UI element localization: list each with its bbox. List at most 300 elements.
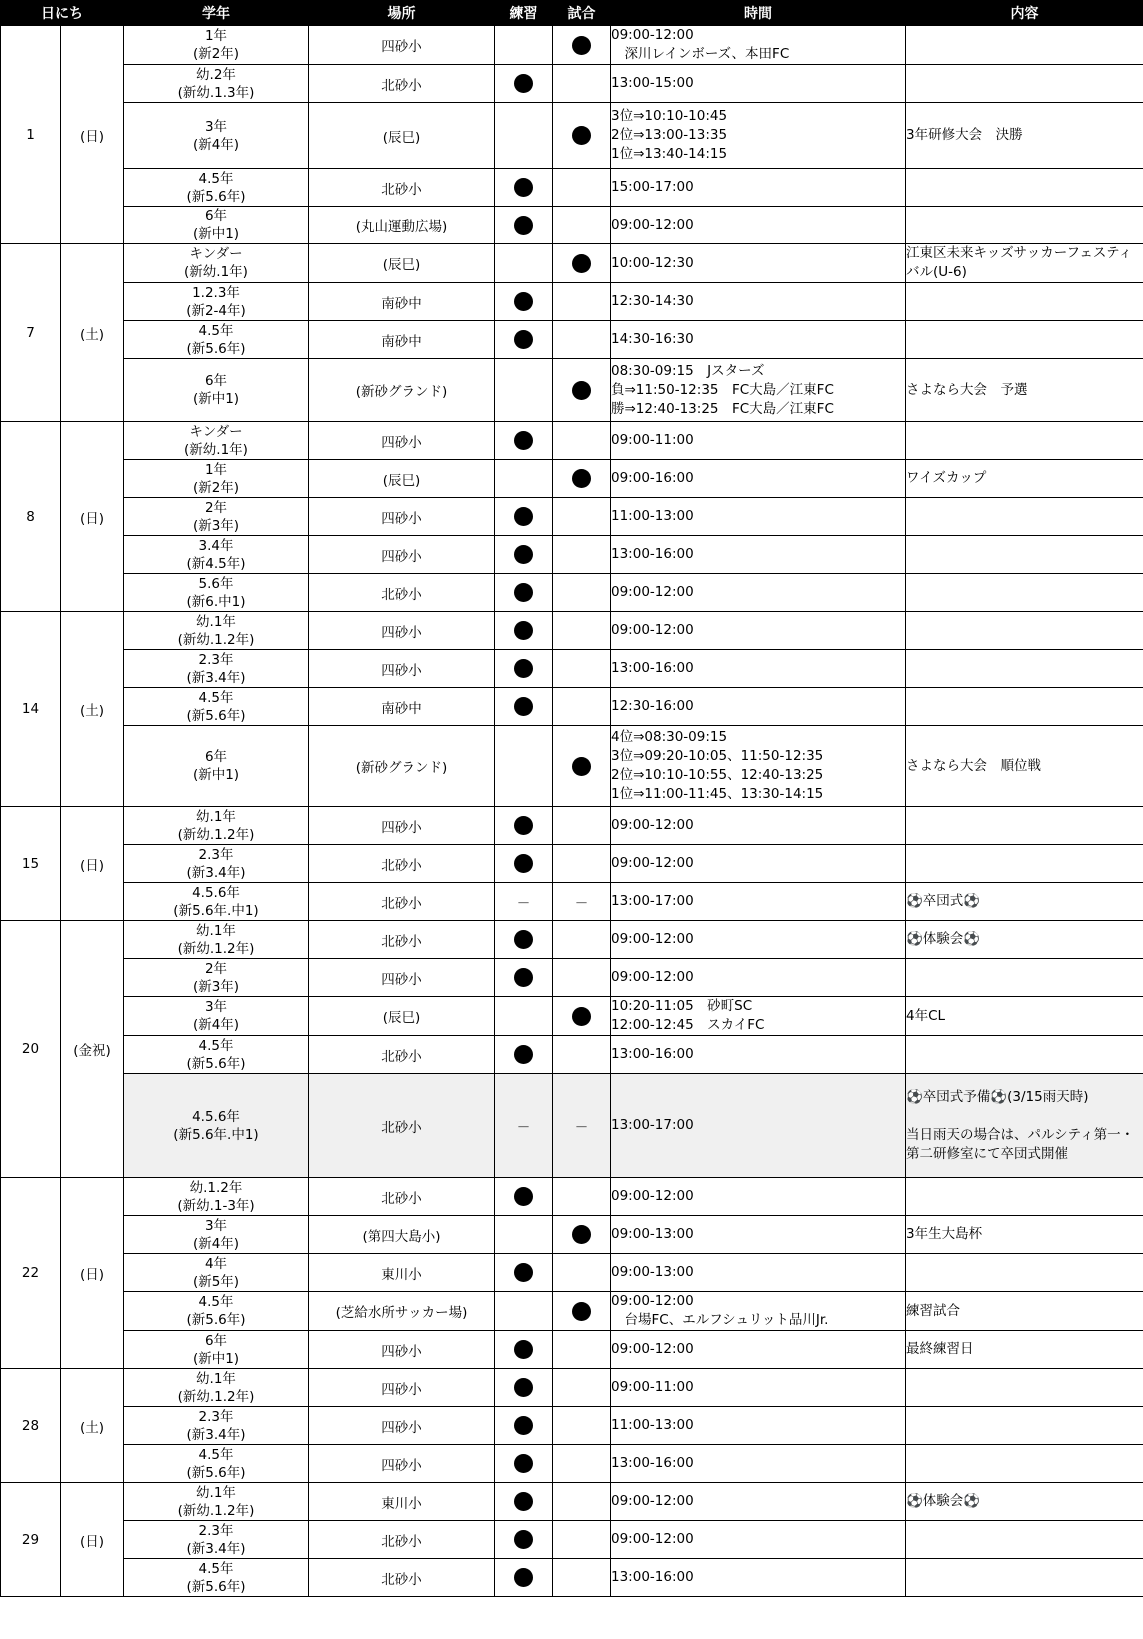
time-line: 09:00-13:00: [611, 1264, 694, 1280]
grade-cell: [124, 807, 309, 845]
table-row: [1, 959, 1143, 997]
grade-cell: [124, 1445, 309, 1483]
table-row: [1, 103, 1143, 169]
time-cell: [611, 65, 906, 103]
grade-cell: [124, 359, 309, 422]
table-row: [1, 726, 1143, 807]
time-line: 09:00-16:00: [611, 470, 694, 486]
place-cell: 北砂小: [309, 845, 495, 883]
place-cell: (第四大島小): [309, 1216, 495, 1254]
match-cell: [553, 103, 611, 169]
time-cell: [611, 1331, 906, 1369]
grade-line: (新3年): [192, 978, 240, 995]
grade-line: (新3.4年): [186, 669, 246, 686]
grade-line: (新3年): [192, 517, 240, 534]
match-cell: [553, 321, 611, 359]
content-line: 3年生大島杯: [906, 1226, 983, 1242]
time-cell: [611, 1521, 906, 1559]
grade-cell: [124, 1178, 309, 1216]
grade-line: (新3.4年): [186, 864, 246, 881]
grade-line: 4.5年: [198, 1037, 234, 1054]
practice-dot-icon: [514, 1378, 533, 1397]
practice-dot-icon: [514, 968, 533, 987]
practice-cell: [495, 321, 553, 359]
match-cell: [553, 460, 611, 498]
grade-cell: [124, 65, 309, 103]
time-line: 1位⇒13:40-14:15: [611, 146, 728, 162]
practice-dot-icon: [514, 1454, 533, 1473]
time-line: 09:00-12:00: [611, 855, 694, 871]
practice-dot-icon: [514, 1187, 533, 1206]
grade-line: 5.6年: [198, 575, 234, 592]
date-cell: 22: [1, 1178, 61, 1369]
grade-line: 幼.1.2年: [189, 1179, 243, 1196]
grade-line: (新中1): [192, 391, 240, 407]
time-line: 13:00-16:00: [611, 1455, 694, 1471]
time-cell: [611, 883, 906, 921]
grade-line: 1.2.3年: [192, 284, 240, 301]
practice-cell: [495, 1331, 553, 1369]
weekday-cell: (日): [61, 422, 124, 612]
content-cell: [906, 726, 1143, 807]
content-cell: [906, 1331, 1143, 1369]
match-cell: [553, 422, 611, 460]
content-cell: [906, 244, 1143, 283]
content-cell: [906, 103, 1143, 169]
practice-cell: [495, 1559, 553, 1597]
table-row: [1, 1036, 1143, 1074]
time-cell: [611, 1254, 906, 1292]
content-cell: [906, 65, 1143, 103]
time-cell: [611, 726, 906, 807]
table-row: [1, 359, 1143, 422]
grade-line: 1年: [204, 28, 228, 44]
time-line: 09:00-11:00: [611, 1379, 694, 1395]
place-cell: (新砂グランド): [309, 359, 495, 422]
table-row: [1, 422, 1143, 460]
content-cell: [906, 1521, 1143, 1559]
content-line: [906, 1107, 1143, 1126]
weekday-cell: (土): [61, 1369, 124, 1483]
grade-line: (新幼.1.2年): [177, 631, 255, 648]
grade-line: 4.5年: [198, 1446, 234, 1463]
time-line: 12:30-14:30: [611, 293, 694, 309]
time-line: 09:00-12:00: [611, 1493, 694, 1509]
grade-line: 3.4年: [198, 537, 234, 554]
grade-line: (新4年): [192, 1017, 240, 1033]
match-cell: [553, 26, 611, 65]
date-cell: 1: [1, 26, 61, 244]
time-cell: [611, 422, 906, 460]
time-line: 3位⇒10:10-10:45: [611, 108, 728, 124]
time-line: 12:00-12:45 スカイFC: [611, 1017, 765, 1033]
content-cell: [906, 169, 1143, 207]
grade-line: (新4年): [192, 1235, 240, 1252]
grade-line: (新幼.1.2年): [177, 1502, 255, 1519]
table-row: [1, 1331, 1143, 1369]
practice-cell: [495, 1074, 553, 1178]
place-cell: 四砂小: [309, 536, 495, 574]
table-row: [1, 1559, 1143, 1597]
grade-line: 3年: [204, 1217, 228, 1234]
time-line: 09:00-11:00: [611, 432, 694, 448]
grade-line: 6年: [204, 1332, 228, 1349]
time-line: 13:00-16:00: [611, 1046, 694, 1062]
weekday-cell: (日): [61, 26, 124, 244]
content-cell: [906, 321, 1143, 359]
content-cell: [906, 207, 1143, 244]
time-cell: [611, 807, 906, 845]
practice-cell: [495, 997, 553, 1036]
practice-dash: －: [516, 895, 531, 912]
content-cell: [906, 359, 1143, 422]
time-cell: [611, 207, 906, 244]
place-cell: 南砂中: [309, 321, 495, 359]
match-cell: [553, 959, 611, 997]
content-cell: [906, 921, 1143, 959]
practice-dot-icon: [514, 545, 533, 564]
time-cell: [611, 650, 906, 688]
content-line: ⚽体験会⚽: [906, 931, 981, 947]
practice-dot-icon: [514, 621, 533, 640]
content-cell: [906, 997, 1143, 1036]
content-cell: [906, 498, 1143, 536]
content-cell: [906, 1036, 1143, 1074]
content-cell: [906, 688, 1143, 726]
date-cell: 29: [1, 1483, 61, 1597]
grade-cell: [124, 536, 309, 574]
match-cell: [553, 498, 611, 536]
grade-line: (新中1): [192, 226, 240, 242]
content-cell: [906, 1216, 1143, 1254]
match-cell: [553, 726, 611, 807]
weekday-cell: (金祝): [61, 921, 124, 1178]
grade-line: 4.5年: [198, 1294, 234, 1310]
grade-line: (新幼.1.2年): [177, 940, 255, 957]
place-cell: 北砂小: [309, 574, 495, 612]
practice-dot-icon: [514, 1045, 533, 1064]
grade-line: (新幼.1-3年): [177, 1197, 255, 1214]
practice-dot-icon: [514, 1416, 533, 1435]
match-cell: [553, 574, 611, 612]
time-line: 13:00-16:00: [611, 1569, 694, 1585]
grade-line: 6年: [204, 373, 228, 389]
table-row: [1, 883, 1143, 921]
match-cell: [553, 1178, 611, 1216]
match-cell: [553, 1369, 611, 1407]
time-line: 09:00-12:00: [611, 1293, 694, 1309]
table-row: [1, 1407, 1143, 1445]
match-cell: [553, 207, 611, 244]
table-row: [1, 1216, 1143, 1254]
date-cell: 8: [1, 422, 61, 612]
time-cell: [611, 169, 906, 207]
grade-line: 1年: [204, 461, 228, 478]
table-row: [1, 1254, 1143, 1292]
place-cell: 四砂小: [309, 26, 495, 65]
place-cell: (新砂グランド): [309, 726, 495, 807]
time-line: 11:00-13:00: [611, 508, 694, 524]
grade-cell: [124, 169, 309, 207]
grade-cell: [124, 26, 309, 65]
table-row: [1, 612, 1143, 650]
practice-cell: [495, 921, 553, 959]
table-row: [1, 807, 1143, 845]
grade-line: (新中1): [192, 767, 240, 783]
practice-cell: [495, 845, 553, 883]
match-cell: [553, 359, 611, 422]
grade-line: 2.3年: [198, 846, 234, 863]
time-line: 15:00-17:00: [611, 179, 694, 195]
time-line: 2位⇒10:10-10:55、12:40-13:25: [611, 767, 824, 783]
content-line: ワイズカップ: [906, 470, 987, 486]
time-cell: [611, 1483, 906, 1521]
match-cell: [553, 169, 611, 207]
grade-cell: [124, 422, 309, 460]
grade-cell: [124, 1036, 309, 1074]
time-cell: [611, 283, 906, 321]
grade-line: (新5.6年): [186, 1578, 246, 1595]
content-cell: [906, 1445, 1143, 1483]
table-row: [1, 1445, 1143, 1483]
time-cell: [611, 321, 906, 359]
table-row: [1, 921, 1143, 959]
grade-cell: [124, 1074, 309, 1178]
grade-line: (新中1): [192, 1350, 240, 1367]
grade-line: 幼.2年: [196, 66, 236, 83]
grade-line: 幼.1年: [196, 1370, 236, 1387]
weekday-cell: (土): [61, 244, 124, 422]
place-cell: 北砂小: [309, 883, 495, 921]
time-line: 2位⇒13:00-13:35: [611, 127, 728, 143]
grade-cell: [124, 498, 309, 536]
grade-cell: [124, 959, 309, 997]
match-cell: [553, 283, 611, 321]
grade-line: 4.5年: [198, 1560, 234, 1577]
table-row: [1, 1483, 1143, 1521]
practice-dot-icon: [514, 292, 533, 311]
table-row: [1, 1074, 1143, 1178]
match-cell: [553, 1483, 611, 1521]
content-cell: [906, 1559, 1143, 1597]
practice-cell: [495, 26, 553, 65]
practice-dot-icon: [514, 1568, 533, 1587]
date-cell: 14: [1, 612, 61, 807]
grade-line: (新5.6年.中1): [173, 1126, 259, 1143]
practice-cell: [495, 1178, 553, 1216]
match-cell: [553, 1407, 611, 1445]
match-cell: [553, 1559, 611, 1597]
grade-line: 2.3年: [198, 1522, 234, 1539]
time-cell: [611, 536, 906, 574]
practice-cell: [495, 1254, 553, 1292]
place-cell: 北砂小: [309, 65, 495, 103]
table-row: [1, 1178, 1143, 1216]
grade-cell: [124, 1216, 309, 1254]
content-cell: [906, 650, 1143, 688]
practice-cell: [495, 1036, 553, 1074]
grade-line: 6年: [204, 749, 228, 765]
time-cell: [611, 1445, 906, 1483]
header-practice: 練習: [495, 1, 553, 26]
match-cell: [553, 1254, 611, 1292]
place-cell: 北砂小: [309, 1559, 495, 1597]
weekday-cell: (土): [61, 612, 124, 807]
grade-line: 2年: [204, 499, 228, 516]
grade-cell: [124, 1292, 309, 1331]
content-line: 練習試合: [906, 1302, 960, 1319]
header-time: 時間: [611, 1, 906, 26]
grade-line: 幼.1年: [196, 613, 236, 630]
time-cell: [611, 1559, 906, 1597]
grade-cell: [124, 283, 309, 321]
match-dot-icon: [572, 254, 591, 273]
practice-cell: [495, 688, 553, 726]
practice-cell: [495, 359, 553, 422]
match-cell: [553, 997, 611, 1036]
place-cell: 四砂小: [309, 612, 495, 650]
grade-line: 3年: [204, 118, 228, 135]
place-cell: 東川小: [309, 1483, 495, 1521]
grade-line: (新6.中1): [186, 593, 246, 610]
practice-cell: [495, 103, 553, 169]
content-cell: [906, 574, 1143, 612]
practice-cell: [495, 650, 553, 688]
place-cell: 東川小: [309, 1254, 495, 1292]
time-line: 09:00-12:00: [611, 216, 694, 233]
time-line: 14:30-16:30: [611, 331, 694, 347]
time-cell: [611, 103, 906, 169]
grade-line: (新幼.1.2年): [177, 1388, 255, 1405]
place-cell: 北砂小: [309, 1178, 495, 1216]
table-row: [1, 26, 1143, 65]
place-cell: 北砂小: [309, 1074, 495, 1178]
table-row: [1, 688, 1143, 726]
content-cell: [906, 1254, 1143, 1292]
table-row: [1, 1292, 1143, 1331]
grade-cell: [124, 574, 309, 612]
grade-line: (新4年): [192, 136, 240, 153]
match-dash: －: [574, 1119, 589, 1136]
match-cell: [553, 1036, 611, 1074]
weekday-cell: (日): [61, 807, 124, 921]
match-cell: [553, 921, 611, 959]
place-cell: 四砂小: [309, 1331, 495, 1369]
time-cell: [611, 460, 906, 498]
time-line: 13:00-15:00: [611, 75, 694, 91]
practice-cell: [495, 1216, 553, 1254]
grade-cell: [124, 921, 309, 959]
place-cell: (辰巳): [309, 103, 495, 169]
grade-line: (新5.6年): [186, 1312, 246, 1328]
header-row: [1, 1, 1143, 26]
practice-cell: [495, 460, 553, 498]
content-line: 最終練習日: [906, 1341, 974, 1357]
table-row: [1, 845, 1143, 883]
grade-line: (新5年): [192, 1273, 240, 1290]
grade-cell: [124, 688, 309, 726]
practice-cell: [495, 726, 553, 807]
grade-cell: [124, 997, 309, 1036]
content-line: ⚽体験会⚽: [906, 1493, 981, 1509]
time-line: 負⇒11:50-12:35 FC大島／江東FC: [611, 381, 834, 398]
place-cell: 南砂中: [309, 688, 495, 726]
practice-cell: [495, 1407, 553, 1445]
time-cell: [611, 498, 906, 536]
place-cell: 四砂小: [309, 1407, 495, 1445]
time-cell: [611, 688, 906, 726]
grade-line: (新5.6年): [186, 188, 246, 205]
table-row: [1, 574, 1143, 612]
match-cell: [553, 688, 611, 726]
content-cell: [906, 612, 1143, 650]
time-cell: [611, 845, 906, 883]
time-line: 深川レインボーズ、本田FC: [611, 46, 790, 62]
practice-cell: [495, 807, 553, 845]
match-cell: [553, 1445, 611, 1483]
match-cell: [553, 650, 611, 688]
table-row: [1, 283, 1143, 321]
time-cell: [611, 574, 906, 612]
match-cell: [553, 1074, 611, 1178]
content-line: さよなら大会 予選: [906, 381, 1028, 398]
time-line: 1位⇒11:00-11:45、13:30-14:15: [611, 786, 824, 802]
place-cell: 南砂中: [309, 283, 495, 321]
date-cell: 7: [1, 244, 61, 422]
time-cell: [611, 1074, 906, 1178]
practice-dot-icon: [514, 507, 533, 526]
table-row: [1, 498, 1143, 536]
grade-line: (新5.6年.中1): [173, 902, 259, 919]
place-cell: 北砂小: [309, 1036, 495, 1074]
match-cell: [553, 1216, 611, 1254]
practice-cell: [495, 65, 553, 103]
table-row: [1, 1521, 1143, 1559]
match-cell: [553, 612, 611, 650]
practice-cell: [495, 207, 553, 244]
match-cell: [553, 807, 611, 845]
practice-dot-icon: [514, 178, 533, 197]
time-line: 09:00-12:00: [611, 931, 694, 947]
grade-line: (新5.6年): [186, 1055, 246, 1072]
practice-dash: －: [516, 1119, 531, 1136]
practice-dot-icon: [514, 1263, 533, 1282]
place-cell: 四砂小: [309, 1369, 495, 1407]
grade-line: キンダー: [189, 423, 243, 440]
practice-dot-icon: [514, 930, 533, 949]
practice-cell: [495, 612, 553, 650]
time-line: 08:30-09:15 Jスターズ: [611, 362, 765, 379]
content-cell: [906, 883, 1143, 921]
time-line: 10:20-11:05 砂町SC: [611, 998, 753, 1014]
time-line: 3位⇒09:20-10:05、11:50-12:35: [611, 748, 824, 764]
grade-line: (新幼.1年): [184, 441, 248, 458]
grade-line: (新幼.1.2年): [177, 826, 255, 843]
content-cell: [906, 1178, 1143, 1216]
time-cell: [611, 1292, 906, 1331]
schedule-body: [1, 26, 1143, 1597]
place-cell: (辰巳): [309, 997, 495, 1036]
content-cell: [906, 1369, 1143, 1407]
time-line: 13:00-17:00: [611, 893, 694, 909]
grade-line: (新5.6年): [186, 1464, 246, 1481]
table-row: [1, 997, 1143, 1036]
grade-line: 4.5年: [198, 689, 234, 706]
grade-line: 4.5年: [198, 322, 234, 339]
weekday-cell: (日): [61, 1483, 124, 1597]
time-line: 09:00-12:00: [611, 1188, 694, 1204]
place-cell: 四砂小: [309, 498, 495, 536]
